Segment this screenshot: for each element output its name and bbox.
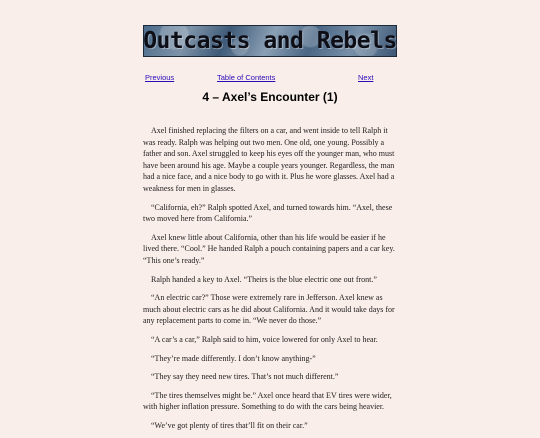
paragraph: “They’re made differently. I don’t know anything-” [151, 353, 316, 363]
chapter-title: 4 – Axel’s Encounter (1) [202, 90, 338, 104]
site-banner-title: Outcasts and Rebels [143, 28, 397, 54]
paragraph: “California, eh?” Ralph spotted Axel, and turned towards him. “Axel, these two moved here from California.” [143, 202, 393, 224]
site-banner[interactable] [143, 25, 397, 57]
paragraph: Axel finished replacing the filters on a car, and went inside to tell Ralph it was ready. Ralph was helping out two men. One old, one young. Possibly a father and son. Axel struggled to keep his eyes off the younger man, who must have been around his age. Maybe a couple years younger. Regardless, the man had a nice face, and a nice body to go with it. Plus he wore glasses. Axel had a weakness for men in glasses. [143, 126, 395, 193]
table-of-contents-link[interactable]: Table of Contents [217, 73, 276, 82]
story-text [143, 125, 397, 438]
paragraph: “An electric car?” Those were extremely rare in Jefferson. Axel knew as much about electric cars as he did about California. And it would take days for any replacement parts to come in. “We never do those.” [143, 293, 395, 326]
paragraph: “They say they need new tires. That’s not much different.” [151, 372, 339, 382]
next-link[interactable]: Next [358, 73, 374, 82]
paragraph: “A car’s a car,” Ralph said to him, voice lowered for only Axel to hear. [151, 334, 378, 344]
previous-link[interactable]: Previous [145, 73, 175, 82]
paragraph: Ralph handed a key to Axel. “Theirs is the blue electric one out front.” [151, 274, 377, 284]
paragraph: Axel knew little about California, other than his life would be easier if he lived there. “Cool.” He handed Ralph a pouch containing papers and a car key. “This one’s ready.” [143, 232, 395, 265]
paragraph: “We’ve got plenty of tires that’ll fit on their car.” [151, 420, 308, 430]
paragraph: “The tires themselves might be.” Axel once heard that EV tires were wider, with higher inflation pressure. Something to do with the cars being heavier. [143, 390, 392, 412]
